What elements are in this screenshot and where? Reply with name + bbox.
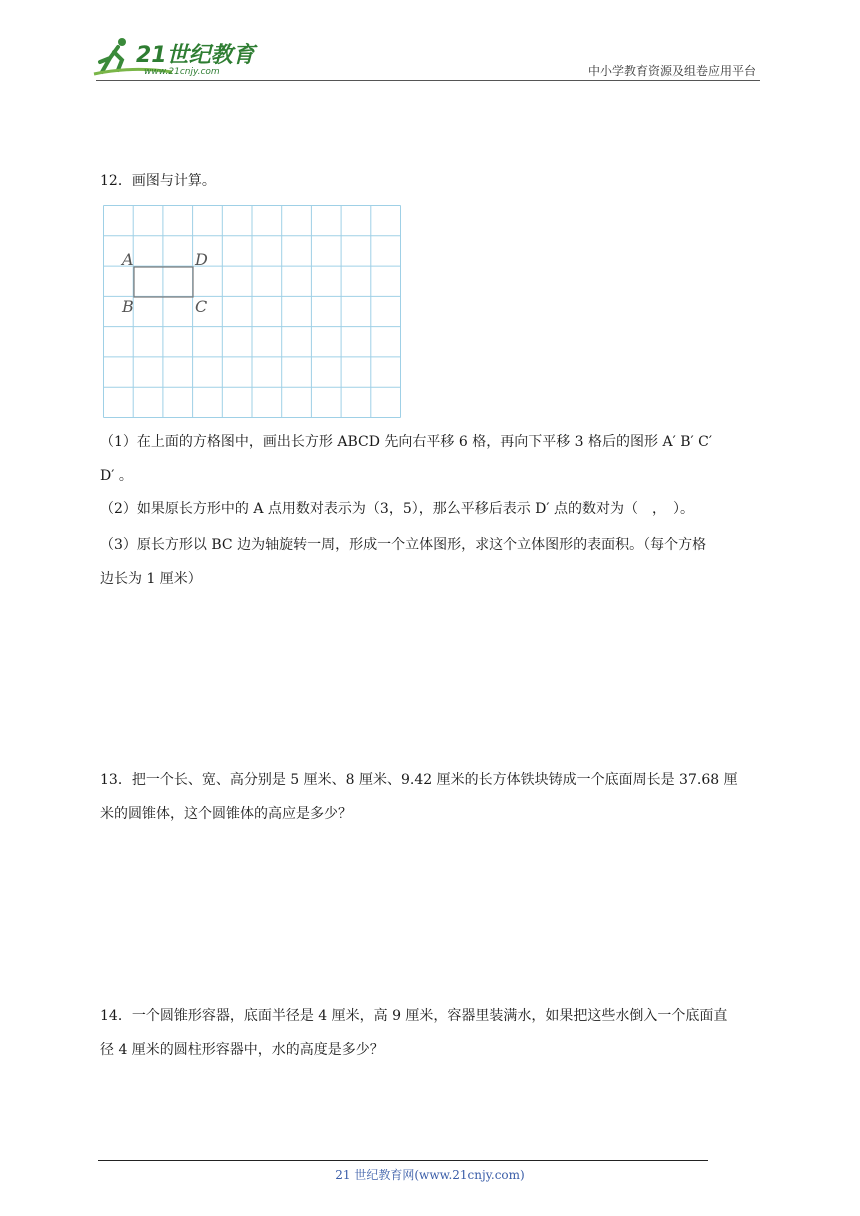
point-b-label: B xyxy=(122,297,134,316)
question-14-line-1: 14．一个圆锥形容器，底面半径是 4 厘米，高 9 厘米，容器里装满水，如果把这些水倒入一个底面直 xyxy=(100,1008,728,1024)
grid-lines xyxy=(104,206,401,418)
logo-text: 21世纪教育 xyxy=(136,43,255,68)
point-d-label: D xyxy=(195,250,208,269)
question-12-title: 12．画图与计算。 xyxy=(100,173,216,189)
question-13-line-1: 13．把一个长、宽、高分别是 5 厘米、8 厘米、9.42 厘米的长方体铁块铸成一个底面周长是 37.68 厘 xyxy=(100,772,738,788)
grid-figure xyxy=(103,205,401,418)
question-14-line-2: 径 4 厘米的圆柱形容器中，水的高度是多少？ xyxy=(100,1042,384,1058)
site-logo xyxy=(92,36,262,78)
logo-url: www.21cnjy.com xyxy=(144,67,220,77)
point-a-label: A xyxy=(122,250,134,269)
question-12-line-2: D′ 。 xyxy=(100,468,133,484)
point-c-label: C xyxy=(195,297,208,316)
question-12-line-5: 边长为 1 厘米） xyxy=(100,571,202,587)
platform-name: 中小学教育资源及组卷应用平台 xyxy=(587,64,756,78)
question-12-line-4: （3）原长方形以 BC 边为轴旋转一周，形成一个立体图形，求这个立体图形的表面积。（每个方格 xyxy=(100,537,707,553)
question-13-line-2: 米的圆锥体，这个圆锥体的高应是多少？ xyxy=(100,806,352,822)
footer-divider xyxy=(98,1160,708,1161)
question-12-line-1: （1）在上面的方格图中，画出长方形 ABCD 先向右平移 6 格，再向下平移 3 格后的图形 A′ B′ C′ xyxy=(100,434,713,450)
header-divider xyxy=(96,80,760,81)
question-12-line-3: （2）如果原长方形中的 A 点用数对表示为（3，5），那么平移后表示 D′ 点的数对为（ ， ）。 xyxy=(100,501,695,517)
rectangle-abcd xyxy=(134,267,193,297)
footer-link[interactable]: 21 世纪教育网(www.21cnjy.com) xyxy=(335,1168,525,1182)
